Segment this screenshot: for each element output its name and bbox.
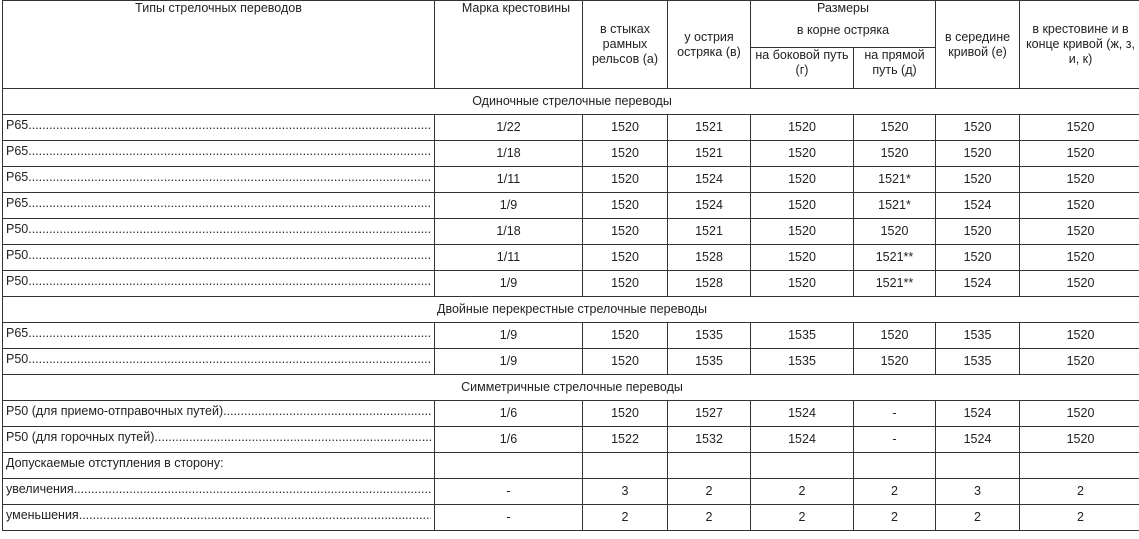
cell-b: 1521 xyxy=(668,141,751,167)
cell-mark: - xyxy=(435,505,583,531)
cell-zh: 1520 xyxy=(1020,141,1139,167)
cell-type-label: Р50 ..... xyxy=(6,222,431,237)
cell-zh: 1520 xyxy=(1020,271,1139,297)
cell-type-label: Р65 ..... xyxy=(6,196,431,211)
cell-type xyxy=(3,479,435,505)
empty-cell xyxy=(751,453,854,479)
cell-mark: - xyxy=(435,479,583,505)
cell-zh: 1520 xyxy=(1020,167,1139,193)
empty-cell xyxy=(936,453,1020,479)
header-d: на прямой путь (д) xyxy=(854,48,936,89)
cell-a: 1520 xyxy=(583,141,668,167)
cell-b: 1524 xyxy=(668,167,751,193)
cell-g: 1520 xyxy=(751,141,854,167)
cell-type-label: Р50 ..... xyxy=(6,274,431,289)
cell-g: 1524 xyxy=(751,427,854,453)
cell-d: - xyxy=(854,401,936,427)
cell-b: 1521 xyxy=(668,115,751,141)
cell-d: 2 xyxy=(854,479,936,505)
table-row xyxy=(3,505,1139,531)
table-body xyxy=(3,89,1139,531)
cell-d: 1520 xyxy=(854,323,936,349)
cell-mark: 1/18 xyxy=(435,141,583,167)
tolerance-title-row xyxy=(3,453,1139,479)
cell-mark: 1/9 xyxy=(435,323,583,349)
cell-mark: 1/22 xyxy=(435,115,583,141)
cell-d: 1520 xyxy=(854,115,936,141)
table-row xyxy=(3,219,1139,245)
section-header-row xyxy=(3,375,1139,401)
cell-a: 1520 xyxy=(583,167,668,193)
cell-a: 1520 xyxy=(583,245,668,271)
cell-zh: 1520 xyxy=(1020,219,1139,245)
cell-b: 1535 xyxy=(668,349,751,375)
cell-zh: 1520 xyxy=(1020,115,1139,141)
cell-type-label: увеличения ..... xyxy=(6,482,431,497)
cell-d: 1520 xyxy=(854,349,936,375)
table-row xyxy=(3,193,1139,219)
cell-d: 1520 xyxy=(854,219,936,245)
cell-g: 2 xyxy=(751,505,854,531)
cell-g: 1520 xyxy=(751,115,854,141)
table-row xyxy=(3,141,1139,167)
tolerance-title-label: Допускаемые отступления в сторону: xyxy=(6,456,224,470)
cell-e: 1520 xyxy=(936,167,1020,193)
cell-b: 1528 xyxy=(668,271,751,297)
cell-type xyxy=(3,349,435,375)
table-row xyxy=(3,271,1139,297)
header-b: у острия остряка (в) xyxy=(668,1,751,89)
cell-b: 1524 xyxy=(668,193,751,219)
cell-type xyxy=(3,219,435,245)
table-row xyxy=(3,167,1139,193)
section-title: Двойные перекрестные стрелочные переводы xyxy=(3,297,1139,323)
cell-e: 1524 xyxy=(936,427,1020,453)
header-g: на боковой путь (г) xyxy=(751,48,854,89)
cell-zh: 1520 xyxy=(1020,193,1139,219)
cell-a: 1520 xyxy=(583,219,668,245)
cell-type xyxy=(3,167,435,193)
cell-g: 1520 xyxy=(751,193,854,219)
header-mark: Марка крестовины xyxy=(435,1,583,89)
table-row xyxy=(3,427,1139,453)
cell-b: 1535 xyxy=(668,323,751,349)
empty-cell xyxy=(583,453,668,479)
cell-a: 1520 xyxy=(583,323,668,349)
cell-type-label: уменьшения ..... xyxy=(6,508,431,523)
cell-type xyxy=(3,427,435,453)
cell-d: - xyxy=(854,427,936,453)
empty-cell xyxy=(668,453,751,479)
cell-a: 1520 xyxy=(583,115,668,141)
cell-a: 1520 xyxy=(583,271,668,297)
cell-zh: 1520 xyxy=(1020,323,1139,349)
cell-zh: 1520 xyxy=(1020,349,1139,375)
cell-e: 1524 xyxy=(936,271,1020,297)
cell-mark: 1/11 xyxy=(435,245,583,271)
cell-e: 1520 xyxy=(936,219,1020,245)
table-row xyxy=(3,323,1139,349)
cell-a: 1520 xyxy=(583,193,668,219)
cell-zh: 2 xyxy=(1020,505,1139,531)
table-row xyxy=(3,115,1139,141)
section-header-row xyxy=(3,297,1139,323)
cell-g: 1520 xyxy=(751,271,854,297)
cell-type xyxy=(3,505,435,531)
cell-zh: 2 xyxy=(1020,479,1139,505)
empty-cell xyxy=(1020,453,1139,479)
cell-zh: 1520 xyxy=(1020,245,1139,271)
cell-mark: 1/6 xyxy=(435,427,583,453)
cell-e: 1520 xyxy=(936,245,1020,271)
empty-cell xyxy=(854,453,936,479)
cell-zh: 1520 xyxy=(1020,401,1139,427)
header-sizes: Размеры xyxy=(817,1,869,15)
cell-e: 1520 xyxy=(936,141,1020,167)
cell-a: 1522 xyxy=(583,427,668,453)
header-sizes-group xyxy=(751,1,936,48)
cell-type-label: Р50 (для приемо-отправочных путей) ..... xyxy=(6,404,431,419)
cell-a: 3 xyxy=(583,479,668,505)
cell-b: 2 xyxy=(668,479,751,505)
header-zh: в крестовине и в конце кривой (ж, з, и, к) xyxy=(1020,1,1139,89)
cell-e: 2 xyxy=(936,505,1020,531)
cell-mark: 1/9 xyxy=(435,193,583,219)
cell-d: 1520 xyxy=(854,141,936,167)
cell-zh: 1520 xyxy=(1020,427,1139,453)
cell-mark: 1/11 xyxy=(435,167,583,193)
cell-b: 1527 xyxy=(668,401,751,427)
cell-type xyxy=(3,271,435,297)
cell-d: 2 xyxy=(854,505,936,531)
cell-b: 1528 xyxy=(668,245,751,271)
cell-g: 1524 xyxy=(751,401,854,427)
cell-a: 1520 xyxy=(583,349,668,375)
cell-g: 1535 xyxy=(751,349,854,375)
header-e: в середине кривой (е) xyxy=(936,1,1020,89)
cell-a: 1520 xyxy=(583,401,668,427)
table-header xyxy=(3,1,1139,89)
cell-d: 1521* xyxy=(854,193,936,219)
cell-mark: 1/9 xyxy=(435,271,583,297)
cell-type-label: Р65 ..... xyxy=(6,170,431,185)
table-row xyxy=(3,401,1139,427)
cell-type-label: Р65 ..... xyxy=(6,144,431,159)
section-header-row xyxy=(3,89,1139,115)
table-row xyxy=(3,245,1139,271)
cell-mark: 1/6 xyxy=(435,401,583,427)
cell-d: 1521** xyxy=(854,245,936,271)
empty-cell xyxy=(435,453,583,479)
cell-type-label: Р50 ..... xyxy=(6,248,431,263)
cell-g: 1520 xyxy=(751,167,854,193)
cell-g: 1520 xyxy=(751,245,854,271)
header-type: Типы стрелочных переводов xyxy=(3,1,435,89)
cell-g: 1535 xyxy=(751,323,854,349)
cell-type xyxy=(3,141,435,167)
tolerance-title xyxy=(3,453,435,479)
cell-type-label: Р65 ..... xyxy=(6,118,431,133)
cell-a: 2 xyxy=(583,505,668,531)
cell-b: 2 xyxy=(668,505,751,531)
cell-type-label: Р65 ..... xyxy=(6,326,431,341)
section-title: Симметричные стрелочные переводы xyxy=(3,375,1139,401)
cell-g: 2 xyxy=(751,479,854,505)
cell-e: 1520 xyxy=(936,115,1020,141)
header-a: в стыках рамных рельсов (а) xyxy=(583,1,668,89)
cell-b: 1532 xyxy=(668,427,751,453)
cell-d: 1521** xyxy=(854,271,936,297)
cell-e: 1524 xyxy=(936,401,1020,427)
cell-type xyxy=(3,323,435,349)
cell-mark: 1/18 xyxy=(435,219,583,245)
gauge-norms-table xyxy=(2,0,1139,531)
cell-e: 1535 xyxy=(936,349,1020,375)
cell-type xyxy=(3,245,435,271)
cell-e: 1524 xyxy=(936,193,1020,219)
cell-type xyxy=(3,193,435,219)
cell-e: 1535 xyxy=(936,323,1020,349)
cell-mark: 1/9 xyxy=(435,349,583,375)
cell-type-label: Р50 ..... xyxy=(6,352,431,367)
cell-type-label: Р50 (для горочных путей) ..... xyxy=(6,430,431,445)
cell-type xyxy=(3,115,435,141)
cell-e: 3 xyxy=(936,479,1020,505)
cell-type xyxy=(3,401,435,427)
section-title: Одиночные стрелочные переводы xyxy=(3,89,1139,115)
cell-b: 1521 xyxy=(668,219,751,245)
cell-g: 1520 xyxy=(751,219,854,245)
header-root: в корне остряка xyxy=(796,23,890,37)
cell-d: 1521* xyxy=(854,167,936,193)
table-row xyxy=(3,479,1139,505)
table-row xyxy=(3,349,1139,375)
